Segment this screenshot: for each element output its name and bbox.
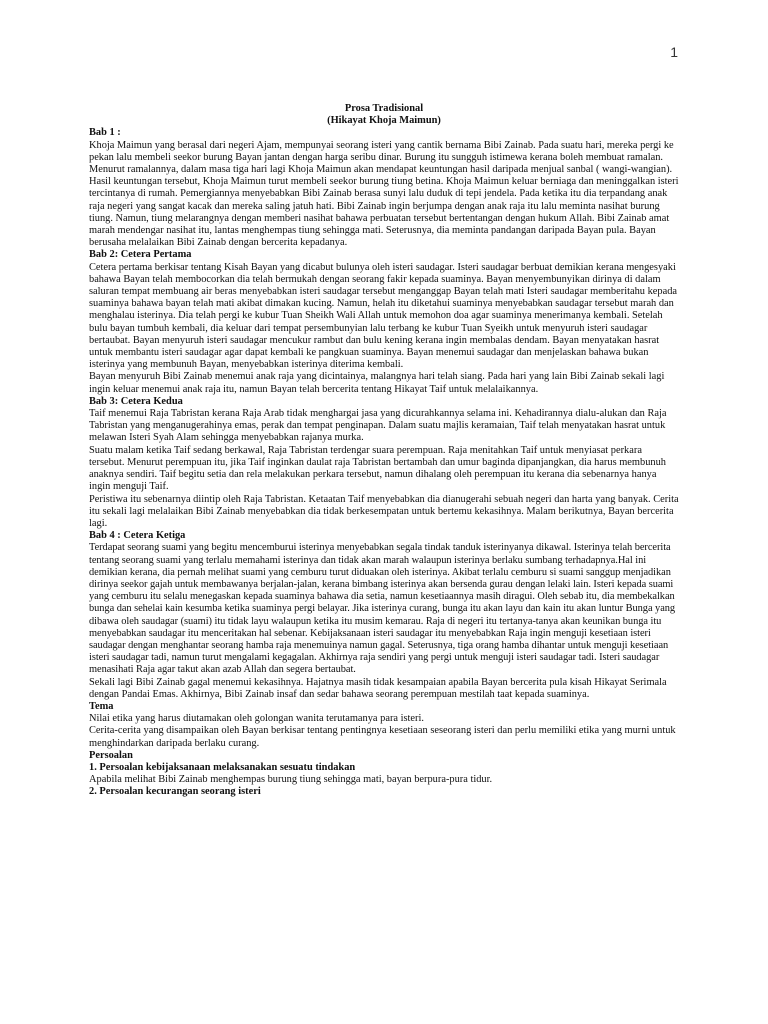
document-subtitle: (Hikayat Khoja Maimun) [327, 115, 441, 127]
section-paragraph: Suatu malam ketika Taif sedang berkawal, Raja Tabristan terdengar suara perempuan. Raja menitahkan Taif untuk menyiasat perkara tersebut. Menurut perempuan itu, jika Taif inginkan daulat raja Tabristan bertambah dan umur baginda dipanjangkan, dia harus membunuh anaknya sendiri. Taif begitu setia dan rela melakukan perkara tersebut, namun dihalang oleh perempuan itu kerana dia sebenarnya hanya ingin menguji Taif. [89, 444, 666, 493]
section-paragraph: Taif menemui Raja Tabristan kerana Raja Arab tidak menghargai jasa yang dicurahkannya selama ini. Kehadirannya dialu-alukan dan Raja Tabristan yang menganugerahinya emas, perak dan tempat penginapan. Dalam suatu majlis keramaian, Taif telah menyatakan hasrat untuk melawan Isteri Syah Alam sehingga menyebabkan rajanya murka. [89, 408, 667, 444]
section-heading-bab-3: Bab 3: Cetera Kedua [89, 395, 183, 407]
persoalan-heading: 2. Persoalan kecurangan seorang isteri [89, 786, 261, 798]
section-paragraph: Terdapat seorang suami yang begitu mencemburui isterinya menyebabkan segala tindak tanduk isterinyanya dikawal. Isterinya telah bercerita tentang seorang suami yang terlalu memahami isterinya dan tidak akan marah walaupun isterinya berlaku sumbang terhadapnya.Hal ini demikian kerana, dia pernah melihat suami yang cemburu turut diduakan oleh isterinya. Akibat terlalu cemburu si suami sanggup menjadikan dirinya seekor gajah untuk membawanya berjalan-jalan, kerana bimbang isterinya akan bersenda gurau dengan lelaki lain. Isteri kepada suami yang cemburu itu selalu menegaskan kepada suaminya bahawa dia setia, namun kesetiaannya masih diragui. Oleh sebab itu, dia membekalkan bunga dan sehelai kain kesumba ketika suaminya pergi belayar. Jika isterinya curang, bunga itu akan layu dan kain itu akan luntur Bunga yang dibawa oleh saudagar (suami) itu tidak layu walaupun ketika itu musim kemarau. Raja di negeri itu tertanya-tanya akan keunikan bunga itu menyebabkan saudagar itu menceritakan hal sebenar. Kebijaksanaan isteri saudagar itu menyebabkan Raja ingin menguji kesetiaan isteri saudagar dengan menghantar seorang hamba raja menemuinya namun gagal. Seterusnya, tiga orang hamba dihantar untuk menguji kesetiaan isteri saudagar tadi, namun turut mengalami kegagalan. Akhirnya raja sendiri yang pergi untuk menguji isteri saudagar tadi. Isteri saudagar menasihati Raja agar takut akan azab Allah dan segera bertaubat. [89, 542, 676, 676]
page-number: 1 [670, 44, 678, 60]
section-heading-tema: Tema [89, 700, 114, 712]
persoalan-heading: 1. Persoalan kebijaksanaan melaksanakan sesuatu tindakan [89, 761, 356, 773]
document-body [89, 103, 679, 799]
section-paragraph: Khoja Maimun yang berasal dari negeri Ajam, mempunyai seorang isteri yang cantik bernama Bibi Zainab. Pada suatu hari, mereka pergi ke pekan lalu membeli seekor burung Bayan jantan dengan harga seribu dinar. Burung itu sungguh istimewa kerana boleh membuat ramalan. Menurut ramalannya, dalam masa tiga hari lagi Khoja Maimun akan mendapat keuntungan hasil daripada menjual sanbal ( wangi-wangian). Hasil keuntungan tersebut, Khoja Maimun turut membeli seekor burung tiung betina. Khoja Maimun keluar berniaga dan meninggalkan isteri tercintanya di rumah. Pemergiannya menyebabkan Bibi Zainab berasa sunyi lalu duduk di tepi jendela. Pada ketika itu dia terpandang anak raja negeri yang sangat kacak dan mereka saling jatuh hati. Bibi Zainab ingin berjumpa dengan anak raja itu lalu meminta nasihat burung tiung. Namun, tiung melarangnya dengan memberi nasihat bahawa perbuatan tersebut bertentangan dengan hukum Allah. Bibi Zainab amat marah mendengar nasihat itu, lantas menghempas tiung sehingga mati. Seterusnya, dia meminta pandangan daripada Bayan pula. Bayan berusaha melalaikan Bibi Zainab dengan bercerita kepadanya. [89, 139, 679, 249]
section-heading-bab-1: Bab 1 : [89, 127, 121, 139]
section-heading-bab-2: Bab 2: Cetera Pertama [89, 249, 192, 261]
section-paragraph: Sekali lagi Bibi Zainab gagal menemui kekasihnya. Hajatnya masih tidak kesampaian apabila Bayan bercerita pula kisah Hikayat Serimala dengan Pandai Emas. Akhirnya, Bibi Zainab insaf dan sedar bahawa seorang perempuan mestilah taat kepada suaminya. [89, 676, 667, 700]
section-paragraph: Cetera pertama berkisar tentang Kisah Bayan yang dicabut bulunya oleh isteri saudagar. Isteri saudagar berbuat demikian kerana mengesyaki bahawa Bayan telah membocorkan dia telah bermukah dengan seorang fakir kepada suaminya. Bayan menyembunyikan dirinya di dalam saluran tempat membuang air beras menyebabkan isteri saudagar tersebut menganggap Bayan telah mati Isteri saudagar memberitahu kepada suaminya bahawa bayan telah mati akibat dimakan kucing. Namun, helah itu diketahui suaminya menyebabkan saudagar tersebut marah dan menghalau isterinya. Dia telah pergi ke kubur Tuan Sheikh Wali Allah untuk memohon doa agar suaminya menerimanya kembali. Setelah bulu bayan tumbuh kembali, dia keluar dari tempat persembunyian lalu terbang ke kubur Tuan Syeikh untuk menyuruh isteri saudagar bertaubat. Bayan menyuruh isteri saudagar mencukur rambut dan bulu kening kerana ingin membalas dendam. Bayan menyatakan hasrat untuk membantu isteri saudagar agar dapat kembali ke pangkuan suaminya. Bayan menemui saudagar dan menjelaskan bahawa bukan isterinya yang membunuh Bayan, menyebabkan isterinya diterima kembali. [89, 261, 677, 371]
section-paragraph: Peristiwa itu sebenarnya diintip oleh Raja Tabristan. Ketaatan Taif menyebabkan dia dianugerahi sebuah negeri dan harta yang banyak. Cerita itu sekali lagi melalaikan Bibi Zainab menyebabkan dia tidak berkesempatan untuk bertemu kekasihnya. Malam berikutnya, Bayan bercerita lagi. [89, 493, 679, 529]
document-title: Prosa Tradisional [344, 103, 424, 114]
section-paragraph: Cerita-cerita yang disampaikan oleh Bayan berkisar tentang pentingnya kesetiaan seseorang isteri dan perlu memiliki etika yang murni untuk menghindarkan daripada berlaku curang. [89, 725, 676, 749]
section-paragraph: Bayan menyuruh Bibi Zainab menemui anak raja yang dicintainya, malangnya hari telah siang. Pada hari yang lain Bibi Zainab sekali lagi ingin keluar menemui anak raja itu, namun Bayan telah bercerita tentang Hikayat Taif untuk melalaikannya. [89, 371, 665, 395]
section-paragraph: Nilai etika yang harus diutamakan oleh golongan wanita terutamanya para isteri. [89, 713, 424, 725]
persoalan-text: Apabila melihat Bibi Zainab menghempas burung tiung sehingga mati, bayan berpura-pura tidur. [89, 774, 493, 786]
section-heading-bab-4: Bab 4 : Cetera Ketiga [89, 530, 186, 542]
section-heading-persoalan: Persoalan [89, 749, 133, 761]
